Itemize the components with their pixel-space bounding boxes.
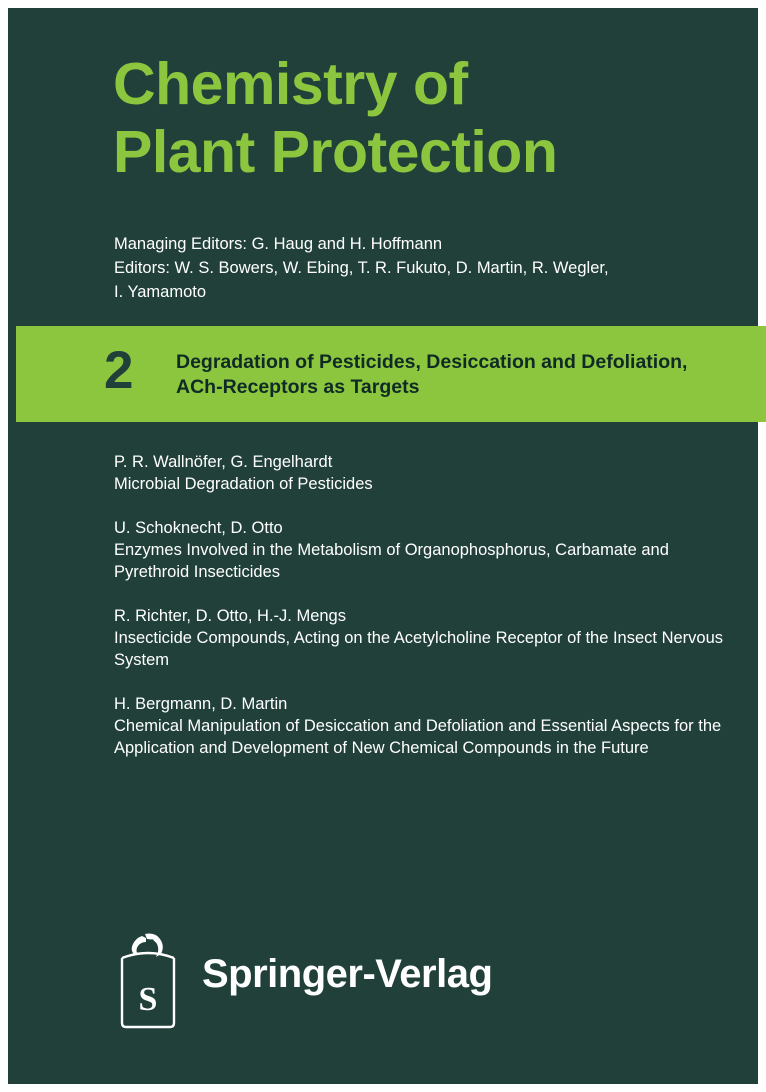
editors-block	[114, 233, 734, 305]
editors-line-1: Editors: W. S. Bowers, W. Ebing, T. R. Fukuto, D. Martin, R. Wegler,	[114, 258, 609, 277]
volume-number: 2	[104, 341, 134, 400]
entry-title: Insecticide Compounds, Acting on the Acetylcholine Receptor of the Insect Nervous System	[114, 629, 724, 669]
publisher-block	[112, 924, 492, 1029]
list-item	[114, 605, 734, 672]
contents-list	[114, 451, 734, 780]
publisher-name: Springer-Verlag	[202, 951, 493, 996]
volume-subtitle: Degradation of Pesticides, Desiccation and Defoliation, ACh-Receptors as Targets	[176, 351, 688, 398]
svg-text:S: S	[138, 981, 158, 1018]
main-title	[113, 51, 723, 185]
entry-authors: U. Schoknecht, D. Otto	[114, 519, 283, 538]
list-item	[114, 693, 734, 760]
entry-authors: P. R. Wallnöfer, G. Engelhardt	[114, 453, 333, 471]
springer-knight-logo	[112, 924, 184, 1029]
main-title-line-1: Chemistry of	[113, 51, 468, 117]
list-item	[114, 517, 734, 584]
entry-title: Chemical Manipulation of Desiccation and Defoliation and Essential Aspects for the Application and Development of New Chemical Compounds in the Future	[114, 716, 722, 757]
managing-editors: Managing Editors: G. Haug and H. Hoffmann	[114, 235, 443, 253]
entry-title: Microbial Degradation of Pesticides	[114, 475, 373, 494]
cover-board	[8, 8, 758, 1084]
entry-authors: H. Bergmann, D. Martin	[114, 694, 288, 713]
entry-authors: R. Richter, D. Otto, H.-J. Mengs	[114, 606, 346, 625]
cover-title	[113, 51, 723, 185]
editors-line-2: I. Yamamoto	[114, 282, 207, 301]
main-title-line-2: Plant Protection	[113, 118, 558, 185]
list-item	[114, 451, 734, 496]
entry-title: Enzymes Involved in the Metabolism of Organophosphorus, Carbamate and Pyrethroid Insecticides	[114, 541, 669, 582]
